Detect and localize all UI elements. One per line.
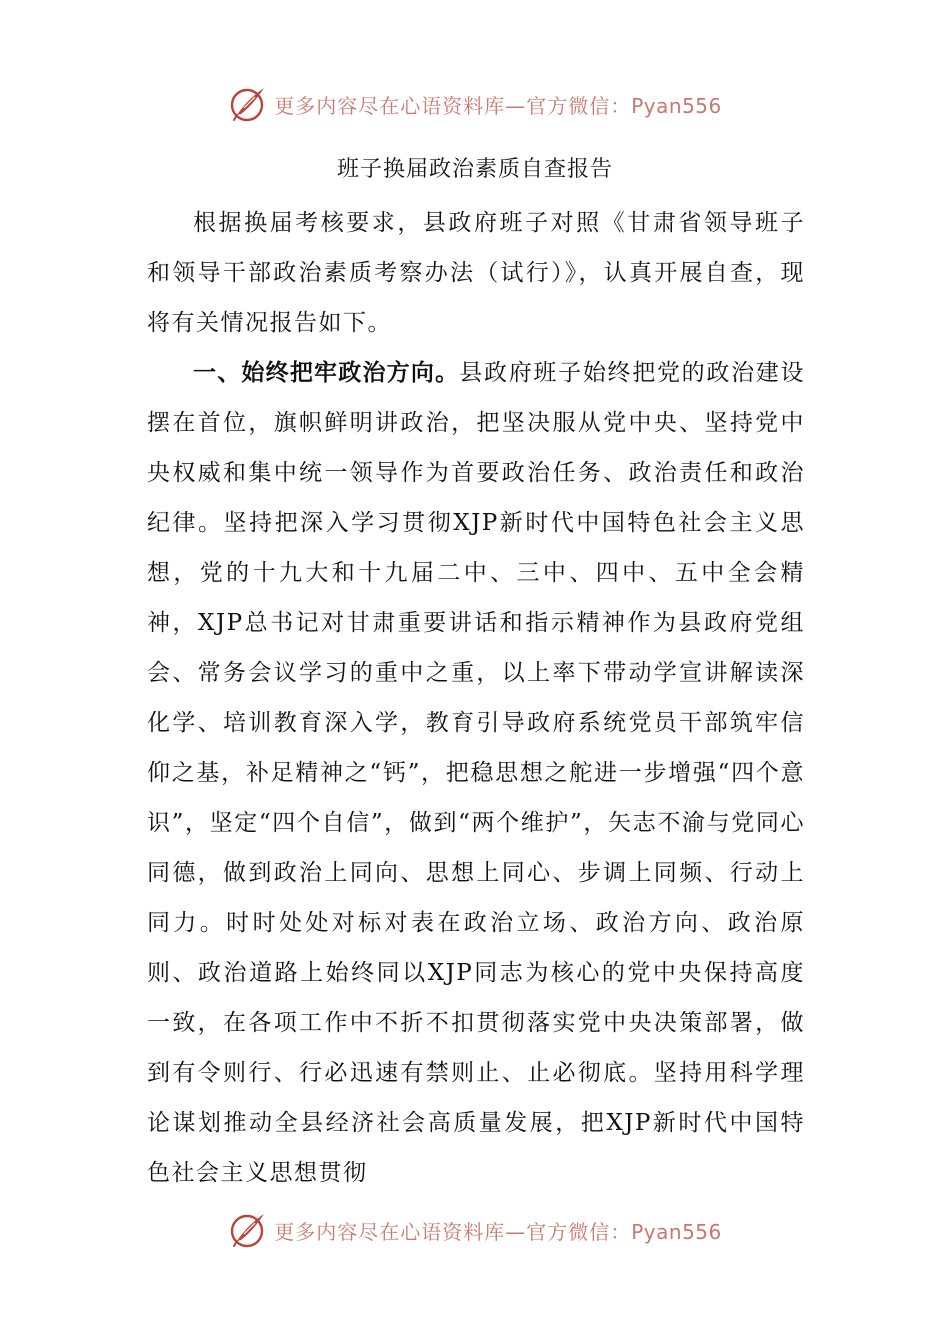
quill-pen-logo-icon bbox=[228, 1210, 268, 1250]
intro-paragraph: 根据换届考核要求，县政府班子对照《甘肃省领导班子和领导干部政治素质考察办法（试行）》，认真开展自查，现将有关情况报告如下。 bbox=[147, 210, 805, 336]
watermark-account: Pyan556 bbox=[631, 93, 722, 118]
section-1-heading: 一、始终把牢政治方向。 bbox=[193, 360, 460, 386]
watermark-label: 更多内容尽在心语资料库—官方微信： bbox=[274, 1219, 632, 1244]
watermark-label: 更多内容尽在心语资料库—官方微信： bbox=[274, 93, 632, 118]
document-body bbox=[147, 198, 805, 1198]
section-1-body: 县政府班子始终把党的政治建设摆在首位，旗帜鲜明讲政治，把坚决服从党中央、坚持党中央权威和集中统一领导作为首要政治任务、政治责任和政治纪律。坚持把深入学习贯彻XJP新时代中国特色社会主义思想，党的十九大和十九届二中、三中、四中、五中全会精神，XJP总书记对甘肃重要讲话和指示精神作为县政府党组会、常务会议学习的重中之重，以上率下带动学宣讲解读深化学、培训教育深入学，教育引导政府系统党员干部筑牢信仰之基，补足精神之“钙”，把稳思想之舵进一步增强“四个意识”，坚定“四个自信”，做到“两个维护”，矢志不渝与党同心同德，做到政治上同向、思想上同心、步调上同频、行动上同力。时时处处对标对表在政治立场、政治方向、政治原则、政治道路上始终同以XJP同志为核心的党中央保持高度一致，在各项工作中不折不扣贯彻落实党中央决策部署，做到有令则行、行必迅速有禁则止、止必彻底。坚持用科学理论谋划推动全县经济社会高质量发展，把XJP新时代中国特色社会主义思想贯彻 bbox=[147, 360, 806, 1186]
watermark-text bbox=[274, 1216, 722, 1245]
watermark-banner-top bbox=[0, 82, 950, 126]
watermark-text bbox=[274, 90, 722, 119]
watermark-account: Pyan556 bbox=[631, 1219, 722, 1244]
watermark-banner-bottom bbox=[0, 1208, 950, 1252]
section-1-paragraph bbox=[147, 348, 805, 1198]
quill-pen-logo-icon bbox=[228, 84, 268, 124]
document-title: 班子换届政治素质自查报告 bbox=[336, 157, 613, 182]
